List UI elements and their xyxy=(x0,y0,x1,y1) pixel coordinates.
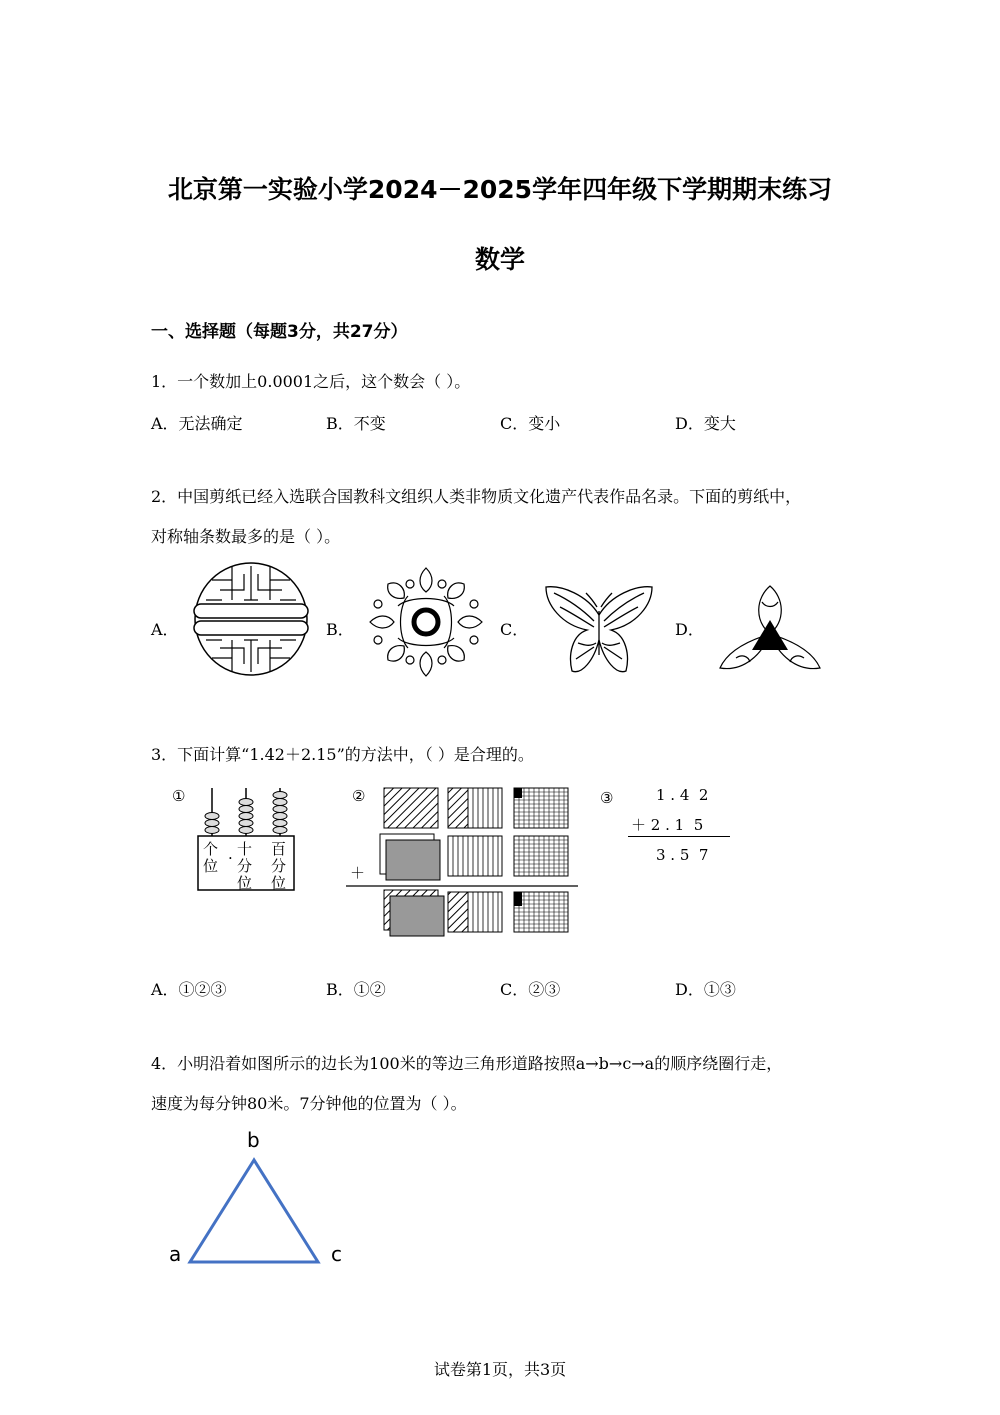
fig3-marker: ③ xyxy=(600,789,614,807)
fig1-marker: ① xyxy=(172,787,186,805)
abacus-label-hundredths-2: 分 xyxy=(271,857,287,875)
papercut-b-image xyxy=(368,566,484,678)
fig2-plus-sign: ＋ xyxy=(350,864,366,882)
papercut-d-image xyxy=(718,584,822,676)
abacus-label-tenths-3: 位 xyxy=(237,874,253,892)
q3-option-b: B．①② xyxy=(326,980,386,999)
subject-title: 数学 xyxy=(474,245,525,274)
page-footer: 试卷第1页，共3页 xyxy=(433,1360,567,1379)
question-3-stem: 3．下面计算“1.42＋2.15”的方法中，（ ）是合理的。 xyxy=(151,745,534,764)
q3-option-c: C．②③ xyxy=(500,980,561,999)
vertex-c-label: c xyxy=(331,1242,342,1266)
vertical-sum: 3 . 5 7 xyxy=(656,846,709,864)
vertex-a-label: a xyxy=(169,1242,182,1266)
abacus-label-ones: 个 xyxy=(203,840,219,858)
abacus-label-hundredths-3: 位 xyxy=(271,874,287,892)
q2-option-d-label: D． xyxy=(675,620,704,639)
triangle-figure xyxy=(160,1128,360,1278)
equilateral-triangle xyxy=(190,1160,318,1262)
abacus-decimal-point: . xyxy=(228,845,233,863)
exam-title: 北京第一实验小学2024－2025学年四年级下学期期末练习 xyxy=(167,175,833,204)
q3-option-a: A．①②③ xyxy=(151,980,227,999)
vertical-addend-1: 1 . 4 2 xyxy=(656,786,709,804)
vertex-b-label: b xyxy=(247,1128,260,1152)
abacus-label-hundredths: 百 xyxy=(271,840,287,858)
q1-option-a: A．无法确定 xyxy=(151,414,243,433)
square-model-figure xyxy=(344,786,580,938)
vertical-addend-2: ＋ 2 . 1 5 xyxy=(631,816,704,834)
q1-option-b: B．不变 xyxy=(326,414,386,433)
abacus-label-tenths: 十 xyxy=(237,840,253,858)
question-4-stem-line2: 速度为每分钟80米。7分钟他的位置为（ ）。 xyxy=(151,1094,467,1113)
q2-option-c-label: C． xyxy=(500,620,529,639)
q2-option-a-label: A． xyxy=(151,620,179,639)
fig2-marker: ② xyxy=(352,787,366,805)
papercut-a-image xyxy=(192,560,310,678)
abacus-label-tenths-2: 分 xyxy=(237,857,253,875)
q2-option-b-label: B． xyxy=(326,620,354,639)
question-4-stem-line1: 4．小明沿着如图所示的边长为100米的等边三角形道路按照a→b→c→a的顺序绕圈行走， xyxy=(151,1054,783,1073)
question-2-stem-line1: 2．中国剪纸已经入选联合国教科文组织人类非物质文化遗产代表作品名录。下面的剪纸中， xyxy=(151,487,802,506)
question-2-stem-line2: 对称轴条数最多的是（ ）。 xyxy=(151,527,341,546)
q3-option-d: D．①③ xyxy=(675,980,736,999)
q1-option-d: D．变大 xyxy=(675,414,736,433)
abacus-label-ones-2: 位 xyxy=(203,857,219,875)
vertical-sum-line xyxy=(628,836,730,837)
section-heading: 一、选择题（每题3分，共27分） xyxy=(151,322,408,342)
papercut-c-image xyxy=(542,585,656,677)
q1-option-c: C．变小 xyxy=(500,414,561,433)
question-1-stem: 1．一个数加上0.0001之后，这个数会（ ）。 xyxy=(151,372,471,391)
